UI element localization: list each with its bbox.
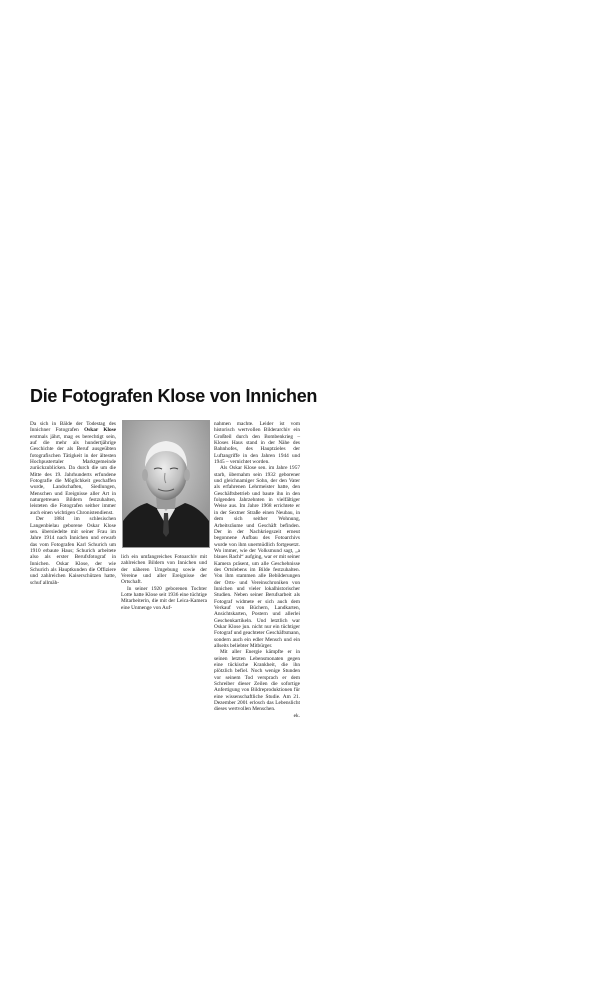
photographer-name: Oskar Klose	[84, 427, 117, 434]
portrait-photo-icon	[123, 421, 209, 547]
author-signature: ek.	[293, 712, 300, 719]
article-column-3	[214, 421, 300, 719]
article-headline: Die Fotografen Klose von Innichen	[30, 386, 318, 406]
body-paragraph: In seiner 1920 geborenen Tochter Lotte hatte Klose seit 1936 eine tüchtige Mitarbeiterin, die mit der Leica-Kamera eine Unmenge von Auf-	[121, 585, 207, 611]
article-column-1	[30, 421, 116, 586]
body-paragraph: Der 1884 im schlesischen Langenbielau geborene Oskar Klose sen. übersiedelte mit seiner Frau im Jahre 1914 nach Innichen und erwarb das vom Fotografen Karl Schurich um 1910 erbaute Haus; Schurich arbeitete also als erster Berufsfotograf in Innichen. Oskar Klose, der wie Schurich als Hauptkunden die Offiziere und zahlreichen Kaiserschützen hatte, schuf allmäh-	[30, 516, 116, 586]
body-paragraph: Mit aller Energie kämpfte er in seinen letzten Lebensmonaten gegen eine tückische Krankheit, die ihn plötzlich befiel. Noch wenige Stunden vor seinem Tod versprach er dem Schreiber dieser Zeilen die sofortige Anfertigung von Bildreproduktionen für eine wissenschaftliche Studie. Am 21. Dezember 2001 erlosch das Lebenslicht dieses wertvollen Menschen.	[214, 649, 300, 713]
intro-paragraph	[30, 421, 116, 516]
intro-text-end: erstmals jährt, mag es berechtigt sein, auf die mehr als hundertjährige Geschichte der als Beruf ausgeübten fotografischen Tätigkeit in der ältesten Hochpustertaler Marktgemeinde zurückzublicken. Da durch die um die Mitte des 19. Jahrhunderts erfundene Fotografie die Möglichkeit geschaffen wurde, Landschaften, Siedlungen, Menschen und Ereignisse aller Art in naturgetreuen Bildern festzuhalten, leisteten die Fotografen seither immer auch einen wichtigen Chronistendienst.	[30, 433, 116, 516]
article-column-2	[121, 554, 207, 611]
intro-text-start: Da sich in Bälde der Todestag des Innichner Fotografen	[30, 421, 116, 434]
body-paragraph: nahmen machte. Leider ist vom historisch wertvollen Bilderarchiv ein Großteil durch den Bombenkrieg – Kloses Haus stand in der Nähe des Bahnhofes, des Hauptzieles der Luftangriffe in den Jahren 1944 und 1945 – vernichtet worden.	[214, 421, 300, 466]
portrait-photo	[122, 420, 210, 548]
body-paragraph: Als Oskar Klose sen. im Jahre 1957 starb, übernahm sein 1932 geborener und gleichnamiger Sohn, der den Vater als erfahrenen Lehrmeister hatte, den Geschäftsbetrieb und baute ihn in den folgenden Jahrzehnten in vielfältiger Weise aus. Im Jahre 1968 errichtete er in der Sextner Straße einen Neubau, in dem sich seither Wohnung, Arbeitsräume und Geschäft befinden. Der in der Nachkriegszeit erneut begonnene Aufbau des Fotoarchivs wurde von ihm unermüdlich fortgesetzt. Wo immer, wie der Volksmund sagt, „a blaues Rachl“ aufging, war er mit seiner Kamera präsent, um alle Geschehnisse des Ortslebens im Bilde festzuhalten. Von ihm stammen alle Bebilderungen der Orts- und Vereinschroniken von Innichen und vieler lokalhistorischer Studien. Neben seiner Berufsarbeit als Fotograf widmete er sich auch dem Verkauf von Büchern, Landkarten, Ansichtskarten, Postern und allerlei Geschenkartikeln. Und letztlich war Oskar Klose jun. nicht nur ein tüchtiger Fotograf und geachteter Geschäftsmann, sondern auch ein edler Mensch und ein allseits beliebter Mitbürger.	[214, 465, 300, 650]
body-paragraph: lich ein umfangreiches Fotoarchiv mit zahlreichen Bildern von Innichen und der näheren Umgebung sowie der Vereine und aller Ereignisse der Ortschaft.	[121, 554, 207, 586]
